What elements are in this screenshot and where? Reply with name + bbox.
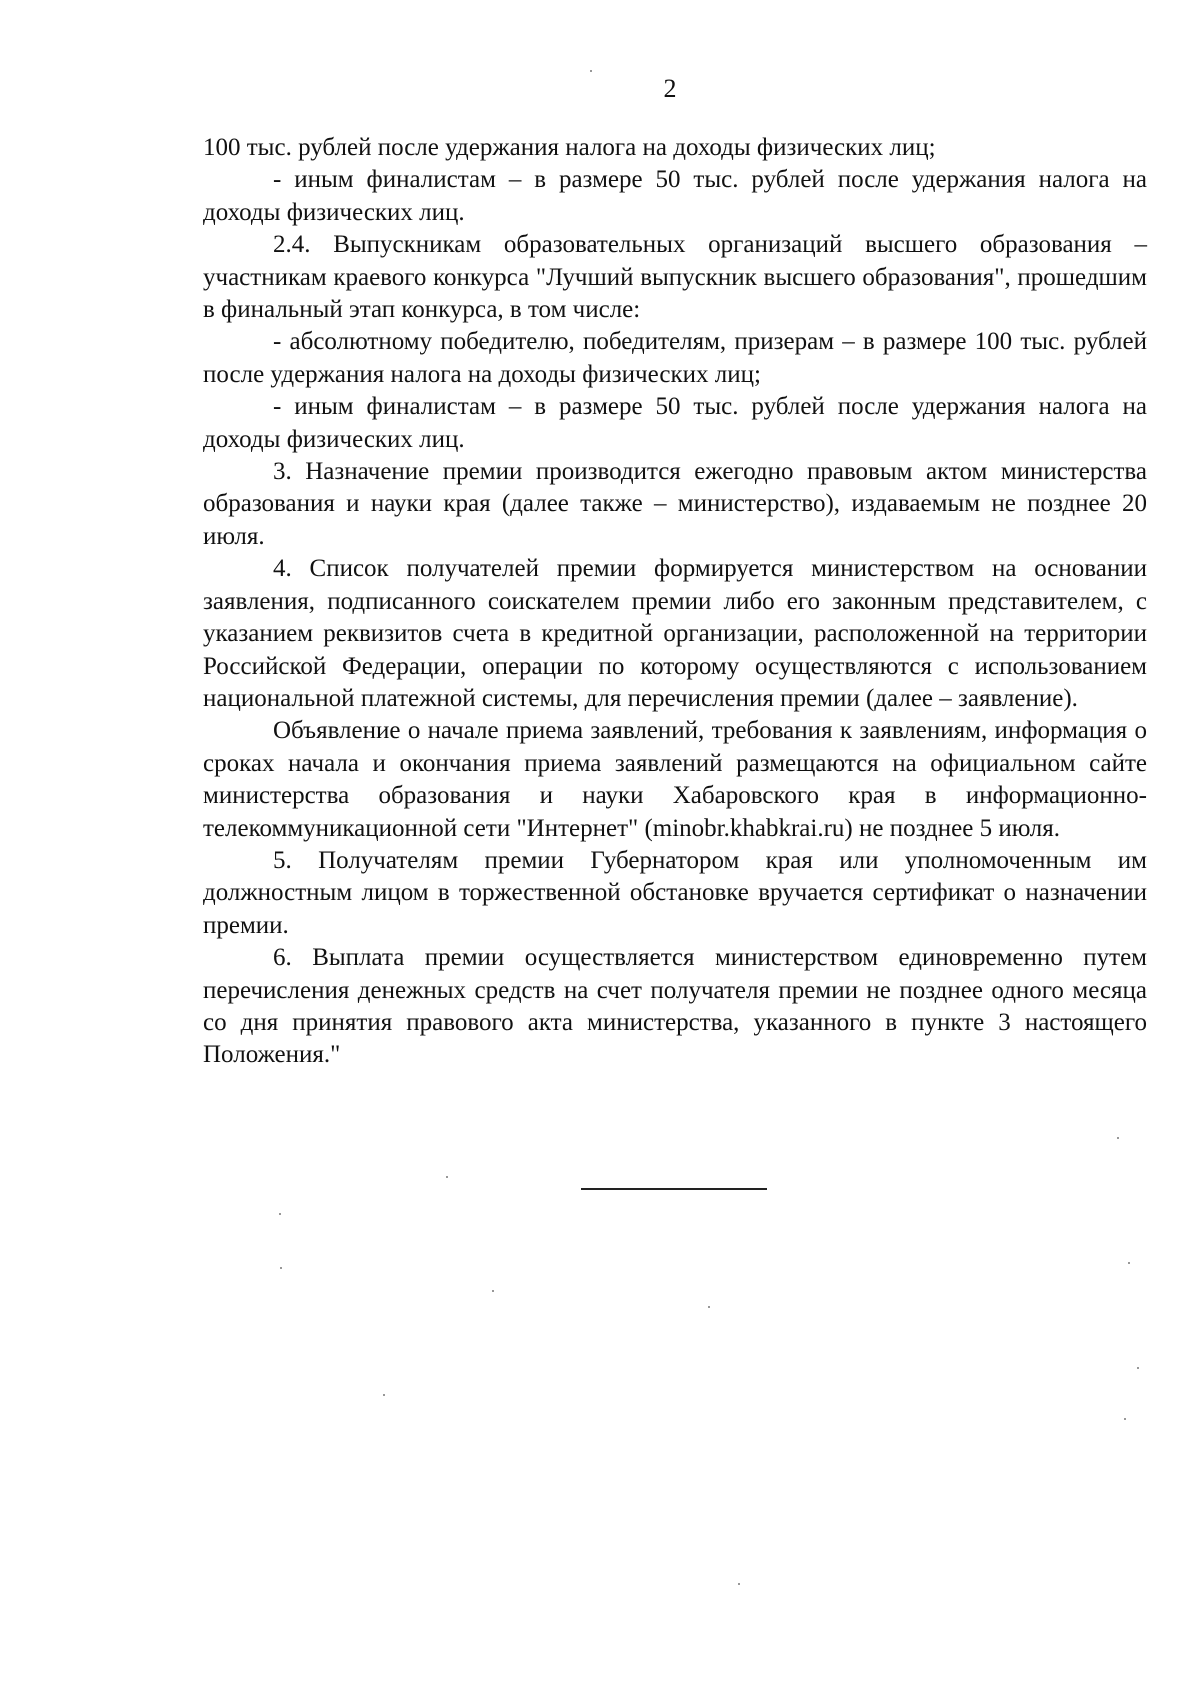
paragraph: 5. Получателям премии Губернатором края или уполномоченным им должностным лицом в торжественной обстановке вручается сертификат о назначении премии. bbox=[203, 846, 1147, 939]
scan-speck bbox=[383, 1394, 385, 1396]
paragraph: 2.4. Выпускникам образовательных организаций высшего образования – участникам краевого конкурса "Лучший выпускник высшего образования", прошедшим в финальный этап конкурса, в том числе: bbox=[203, 231, 1147, 324]
scan-speck bbox=[1128, 1262, 1130, 1264]
paragraph: 6. Выплата премии осуществляется министерством единовременно путем перечисления денежных средств на счет получателя премии не позднее одного месяца со дня принятия правового акта министерства, указанного в пункте 3 настоящего Положения." bbox=[203, 944, 1147, 1069]
scan-speck bbox=[1137, 1367, 1139, 1369]
scan-speck bbox=[590, 70, 592, 72]
scan-speck bbox=[446, 1176, 448, 1178]
paragraph: Объявление о начале приема заявлений, требования к заявлениям, информация о сроках начала и окончания приема заявлений размещаются на официальном сайте министерства образования и науки Хабаровского края в информационно-телекоммуникационной сети "Интернет" (minobr.khabkrai.ru) не позднее 5 июля. bbox=[203, 717, 1147, 842]
scan-speck bbox=[1117, 1137, 1119, 1139]
scan-speck bbox=[280, 1267, 282, 1269]
paragraph: 4. Список получателей премии формируется министерством на основании заявления, подписанного соискателем премии либо его законным представителем, с указанием реквизитов счета в кредитной организации, расположенной на территории Российской Федерации, операции по которому осуществляются с использованием национальной платежной системы, для перечисления премии (далее – заявление). bbox=[203, 555, 1147, 712]
document-body bbox=[203, 132, 1147, 1072]
scan-speck bbox=[708, 1306, 710, 1308]
paragraph: - иным финалистам – в размере 50 тыс. рублей после удержания налога на доходы физических лиц. bbox=[203, 166, 1147, 226]
paragraph: 100 тыс. рублей после удержания налога на доходы физических лиц; bbox=[203, 134, 936, 161]
scan-speck bbox=[492, 1290, 494, 1292]
scan-speck bbox=[279, 1213, 281, 1215]
paragraph: - иным финалистам – в размере 50 тыс. рублей после удержания налога на доходы физических лиц. bbox=[203, 393, 1147, 453]
end-separator-line bbox=[581, 1188, 767, 1190]
scan-speck bbox=[1124, 1418, 1126, 1420]
paragraph: 3. Назначение премии производится ежегодно правовым актом министерства образования и науки края (далее также – министерство), издаваемым не позднее 20 июля. bbox=[203, 458, 1147, 550]
scan-speck bbox=[738, 1583, 740, 1585]
paragraph: - абсолютному победителю, победителям, призерам – в размере 100 тыс. рублей после удержания налога на доходы физических лиц; bbox=[203, 328, 1147, 388]
page-number: 2 bbox=[663, 74, 677, 103]
